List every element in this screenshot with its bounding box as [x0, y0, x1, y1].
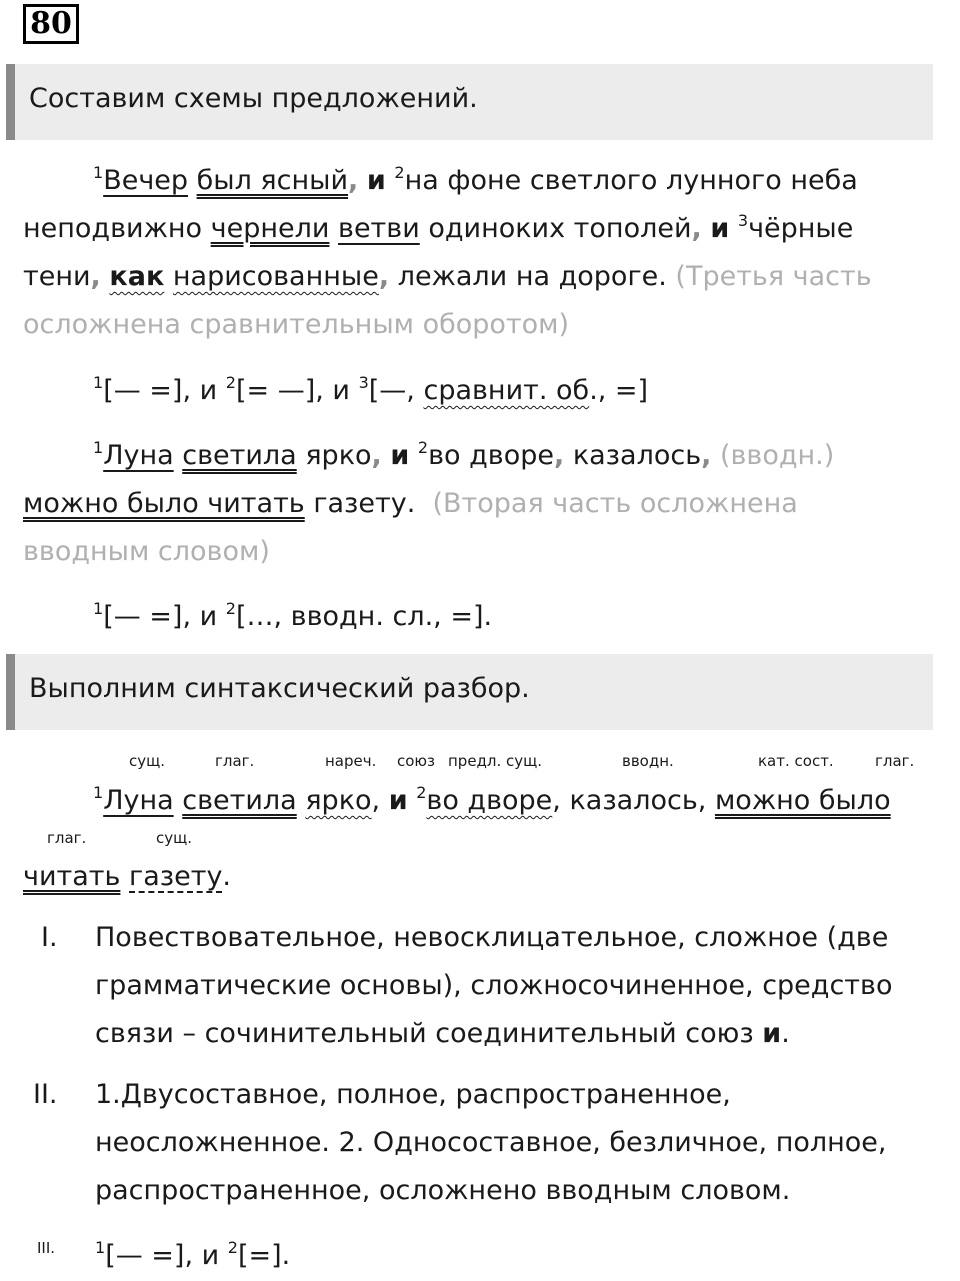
text: казалось: [572, 440, 702, 471]
conjunction: и: [762, 1018, 782, 1049]
conjunction: и: [388, 785, 408, 816]
text: газету.: [313, 488, 416, 519]
pos-label: вводн.: [622, 752, 674, 770]
sentence2-note: вводным словом): [23, 536, 270, 567]
pos-label: нареч.: [325, 752, 377, 770]
analysis-text: распространенное, осложнено вводным словом.: [95, 1175, 791, 1206]
text: , казалось,: [552, 785, 707, 816]
part-index: 2: [416, 783, 427, 802]
task-number: 80: [23, 4, 79, 44]
subject: Луна: [103, 785, 174, 816]
part-index: 1: [93, 599, 104, 618]
punct: .: [222, 861, 232, 892]
part-index: 3: [358, 373, 369, 392]
analysis-text: неосложненное. 2. Односоставное, безличное, полное,: [95, 1127, 887, 1158]
scheme-text: ., =]: [589, 375, 649, 406]
text: неподвижно: [23, 213, 203, 244]
predicate: был ясный: [196, 165, 349, 196]
part-index: 2: [225, 373, 236, 392]
note: (Третья часть: [675, 261, 872, 292]
analysis-text: 1.Двусоставное, полное, распространенное,: [95, 1079, 731, 1110]
pos-label: сущ.: [156, 829, 193, 847]
analysis-text: [95, 1010, 790, 1058]
text: одиноких тополей: [428, 213, 692, 244]
comparison-phrase: нарисованные: [172, 261, 379, 292]
conjunction: и: [390, 440, 410, 471]
sentence1-line2: неподвижно чернели ветви одиноких тополей, и $^3$чёрные: [23, 211, 854, 244]
analysis-scheme: [95, 1232, 290, 1280]
pos-label: глаг.: [875, 752, 915, 770]
scheme-text: [—,: [368, 375, 415, 406]
analysis-text: грамматические основы), сложносочиненное, средство: [95, 970, 893, 1001]
part-index: 1: [95, 1238, 106, 1257]
parse-line1: [93, 777, 891, 825]
text: лежали на дороге.: [397, 261, 667, 292]
text: во дворе: [428, 440, 554, 471]
text: связи – сочинительный соединительный союз: [95, 1018, 754, 1049]
scheme-text: [— =], и: [103, 601, 218, 632]
section-header-schemes: [6, 64, 933, 140]
object: газету: [129, 861, 223, 892]
part-index: 2: [417, 438, 429, 457]
sentence1-note: осложнена сравнительным оборотом): [23, 309, 570, 340]
scheme-text: [= —], и: [235, 375, 350, 406]
note: (Вторая часть осложнена: [432, 488, 798, 519]
conjunction: и: [710, 213, 730, 244]
part-index: 1: [93, 783, 104, 802]
scheme-text: [— =], и: [105, 1240, 220, 1271]
adverbial: ярко: [305, 785, 372, 816]
note: (вводн.): [719, 440, 835, 471]
pos-label: глаг.: [215, 752, 255, 770]
pos-label: сущ.: [129, 752, 166, 770]
text: на фоне светлого лунного неба: [404, 165, 858, 196]
text: чёрные: [748, 213, 854, 244]
roman-numeral: III.: [37, 1239, 56, 1257]
scheme-text: [— =], и: [103, 375, 218, 406]
predicate: светила: [182, 785, 297, 816]
predicate: можно было: [714, 785, 891, 816]
part-index: 1: [93, 438, 104, 457]
part-index: 2: [225, 599, 236, 618]
scheme1: [93, 367, 648, 415]
punct: .: [781, 1018, 790, 1049]
scheme-text: [=].: [237, 1240, 291, 1271]
subject: Луна: [103, 440, 174, 471]
subject: Вечер: [103, 165, 189, 196]
punct: ,: [371, 785, 381, 816]
comparison-word: как: [109, 261, 165, 292]
sentence1-line3: тени, как нарисованные, лежали на дороге. (Третья часть: [23, 261, 872, 292]
part-index: 3: [737, 211, 749, 230]
scheme2: [93, 593, 492, 641]
section-title: Составим схемы предложений.: [29, 83, 478, 114]
part-index: 2: [227, 1238, 238, 1257]
analysis-text: Повествовательное, невосклицательное, сложное (две: [95, 922, 889, 953]
predicate: читать: [23, 861, 121, 892]
predicate: светила: [182, 440, 297, 471]
roman-numeral: II.: [33, 1079, 58, 1110]
pos-label: глаг.: [47, 829, 87, 847]
predicate: чернели: [210, 213, 330, 244]
sentence1-line1: $^1$Вечер был ясный, и $^2$на фоне светлого лунного неба: [93, 163, 858, 196]
text: тени: [23, 261, 91, 292]
sentence2-line1: $^1$Луна светила ярко, и $^2$во дворе, казалось, (вводн.): [93, 438, 835, 471]
scheme-text: […, вводн. сл., =].: [235, 601, 493, 632]
pos-label: союз: [397, 752, 436, 770]
pos-label: предл. сущ.: [448, 752, 543, 770]
predicate: можно было читать: [23, 488, 305, 519]
parse-line2: [23, 853, 231, 901]
text: ярко: [305, 440, 372, 471]
part-index: 2: [394, 163, 405, 182]
subject: ветви: [338, 213, 420, 244]
sentence2-line2: [23, 480, 798, 528]
roman-numeral: I.: [41, 922, 58, 953]
part-index: 1: [93, 373, 104, 392]
scheme-comparison: сравнит. об: [423, 375, 590, 406]
section-header-parse: [6, 654, 933, 730]
adverbial: во дворе: [426, 785, 553, 816]
section-title: Выполним синтаксический разбор.: [29, 673, 530, 704]
conjunction: и: [366, 165, 386, 196]
part-index: 1: [93, 163, 104, 182]
pos-label: кат. сост.: [758, 752, 834, 770]
